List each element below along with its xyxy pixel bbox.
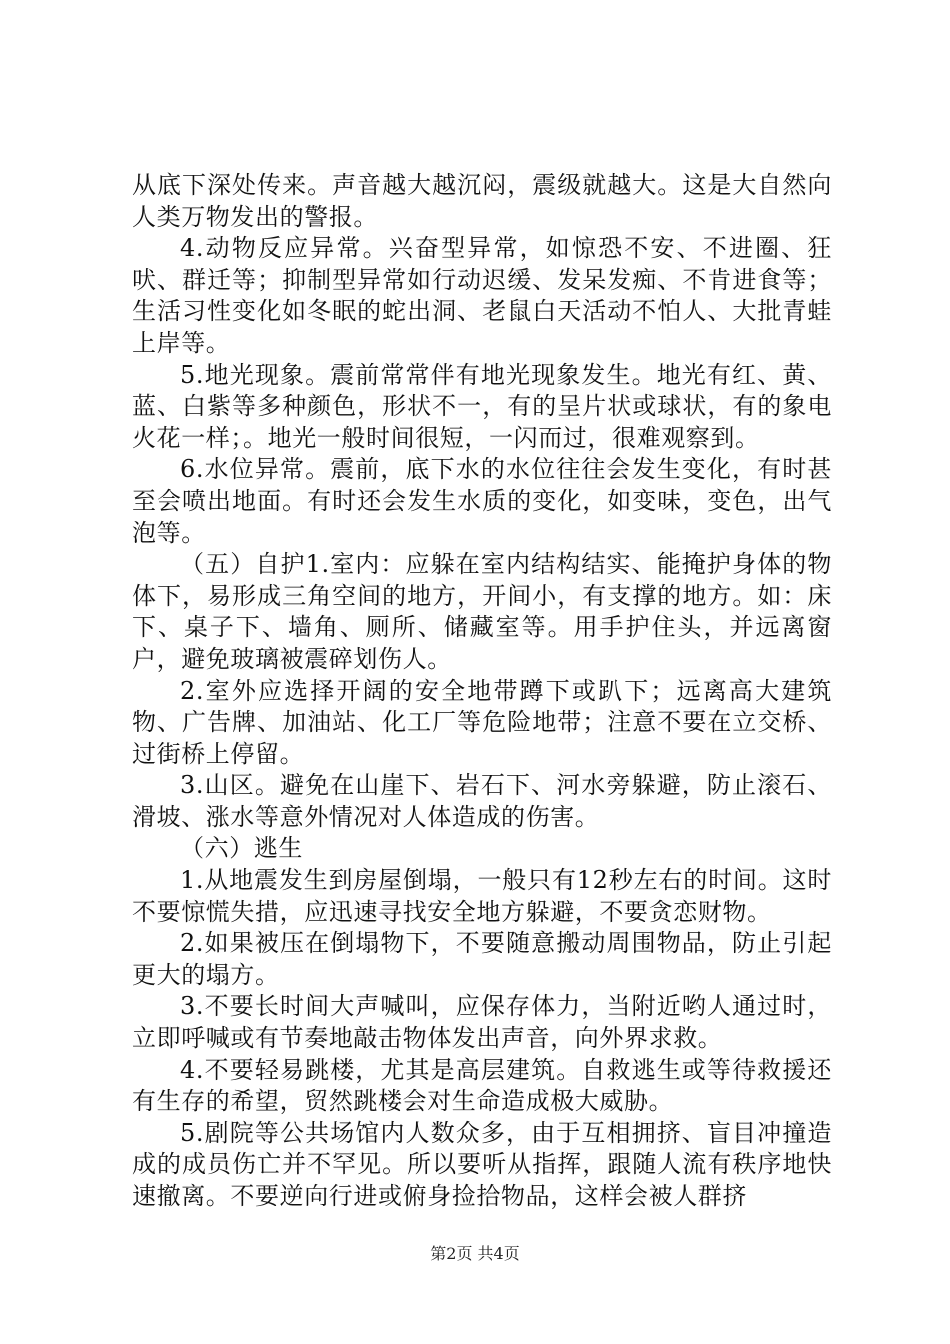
paragraph-escape-1: 1.从地震发生到房屋倒塌，一般只有12秒左右的时间。这时不要惊慌失措，应迅速寻找安全地方躲避，不要贪恋财物。 xyxy=(132,866,832,926)
document-body xyxy=(132,170,832,1213)
paragraph-escape-3: 3.不要长时间大声喊叫，应保存体力，当附近哟人通过时，立即呼喊或有节奏地敲击物体发出声音，向外界求救。 xyxy=(132,992,832,1053)
section-heading-escape: （六）逃生 xyxy=(180,834,303,863)
paragraph-self-protection-outdoor: 2.室外应选择开阔的安全地带蹲下或趴下；远离高大建筑物、广告牌、加油站、化工厂等危险地带；注意不要在立交桥、过街桥上停留。 xyxy=(132,676,832,768)
paragraph-water-level: 6.水位异常。震前，底下水的水位往往会发生变化，有时甚至会喷出地面。有时还会发生水质的变化，如变味，变色，出气泡等。 xyxy=(132,455,832,547)
paragraph-ground-light: 5.地光现象。震前常常伴有地光现象发生。地光有红、黄、蓝、白紫等多种颜色，形状不一，有的呈片状或球状，有的象电火花一样；。地光一般时间很短，一闪而过，很难观察到。 xyxy=(132,360,832,452)
paragraph-self-protection-mountain: 3.山区。避免在山崖下、岩石下、河水旁躲避，防止滚石、滑坡、涨水等意外情况对人体造成的伤害。 xyxy=(132,771,832,831)
paragraph-continuation: 从底下深处传来。声音越大越沉闷，震级就越大。这是大自然向人类万物发出的警报。 xyxy=(132,171,832,231)
paragraph-escape-2: 2.如果被压在倒塌物下，不要随意搬动周围物品，防止引起更大的塌方。 xyxy=(132,929,832,989)
page-footer: 第2页 共4页 xyxy=(430,1244,520,1263)
paragraph-escape-5: 5.剧院等公共场馆内人数众多，由于互相拥挤、盲目冲撞造成的成员伤亡并不罕见。所以要听从指挥，跟随人流有秩序地快速撤离。不要逆向行进或俯身捡拾物品，这样会被人群挤 xyxy=(132,1118,832,1210)
paragraph-escape-4: 4.不要轻易跳楼，尤其是高层建筑。自救逃生或等待救援还有生存的希望，贸然跳楼会对生命造成极大威胁。 xyxy=(132,1055,832,1116)
paragraph-animal-reaction: 4.动物反应异常。兴奋型异常，如惊恐不安、不进圈、狂吠、群迁等；抑制型异常如行动迟缓、发呆发痴、不肯进食等；生活习性变化如冬眠的蛇出洞、老鼠白天活动不怕人、大批青蛙上岸等。 xyxy=(132,234,832,357)
paragraph-self-protection-indoor: （五）自护1.室内：应躲在室内结构结实、能掩护身体的物体下，易形成三角空间的地方，开间小，有支撑的地方。如：床下、桌子下、墙角、厕所、储藏室等。用手护住头，并远离窗户，避免玻璃被震碎划伤人。 xyxy=(132,550,832,673)
